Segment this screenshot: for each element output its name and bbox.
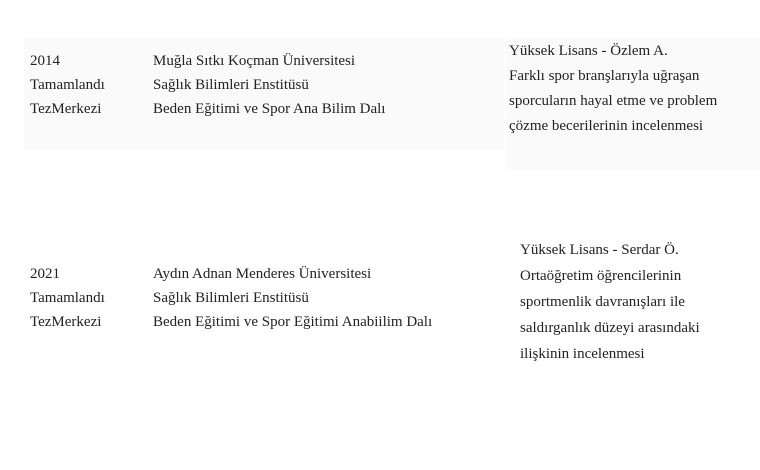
record-1-title-line: sporcuların hayal etme ve problem bbox=[509, 93, 718, 109]
record-2-title-line: saldırganlık düzeyi arasındaki bbox=[520, 320, 700, 336]
record-2-status: Tamamlandı bbox=[30, 290, 105, 306]
record-2-meta bbox=[30, 262, 105, 334]
record-2-institution bbox=[153, 262, 432, 334]
record-2-title-line: sportmenlik davranışları ile bbox=[520, 294, 685, 310]
record-1-institute: Sağlık Bilimleri Enstitüsü bbox=[153, 77, 309, 93]
record-2-thesis bbox=[520, 237, 700, 367]
record-1-thesis-header: Yüksek Lisans - Özlem A. bbox=[509, 43, 668, 59]
record-2-thesis-header: Yüksek Lisans - Serdar Ö. bbox=[520, 242, 679, 258]
record-2-institute: Sağlık Bilimleri Enstitüsü bbox=[153, 290, 309, 306]
record-1-meta bbox=[30, 49, 105, 121]
record-1-year: 2014 bbox=[30, 53, 60, 69]
record-1-status: Tamamlandı bbox=[30, 77, 105, 93]
record-2-department: Beden Eğitimi ve Spor Eğitimi Anabiilim Dalı bbox=[153, 314, 433, 330]
record-2-title-line: Ortaöğretim öğrencilerinin bbox=[520, 268, 682, 284]
record-2-year: 2021 bbox=[30, 266, 60, 282]
record-1-institution bbox=[153, 49, 385, 121]
record-2-source: TezMerkezi bbox=[30, 314, 102, 330]
record-1-title-line: Farklı spor branşlarıyla uğraşan bbox=[509, 68, 700, 84]
record-1-department: Beden Eğitimi ve Spor Ana Bilim Dalı bbox=[153, 101, 386, 117]
record-1-title-line: çözme becerilerinin incelenmesi bbox=[509, 118, 704, 134]
record-1-thesis bbox=[509, 39, 717, 139]
record-1-source: TezMerkezi bbox=[30, 101, 102, 117]
record-1-university: Muğla Sıtkı Koçman Üniversitesi bbox=[153, 53, 356, 69]
record-2-university: Aydın Adnan Menderes Üniversitesi bbox=[153, 266, 372, 282]
record-2-title-line: ilişkinin incelenmesi bbox=[520, 346, 645, 362]
